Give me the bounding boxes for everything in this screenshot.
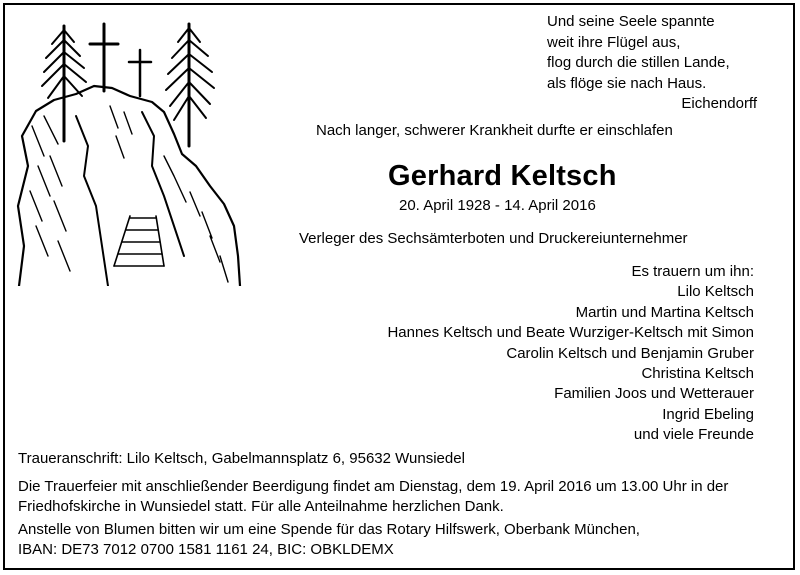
funeral-line: Die Trauerfeier mit anschließender Beerdigung findet am Dienstag, dem 19. April 2016 um 13.00 Uhr in der: [18, 478, 729, 495]
life-dates: 20. April 1928 - 14. April 2016: [399, 197, 596, 214]
mourner-name: Carolin Keltsch und Benjamin Gruber: [506, 344, 754, 362]
mourner-name: Familien Joos und Wetterauer: [554, 385, 754, 403]
deceased-name: Gerhard Keltsch: [388, 160, 617, 192]
donation-line: Anstelle von Blumen bitten wir um eine Spende für das Rotary Hilfswerk, Oberbank München,: [18, 521, 640, 538]
funeral-info: [18, 477, 788, 516]
mourner-name: Hannes Keltsch und Beate Wurziger-Keltsch mit Simon: [387, 324, 754, 342]
mourning-address: [18, 449, 788, 469]
funeral-line: Friedhofskirche in Wunsiedel statt. Für alle Anteilnahme herzlichen Dank.: [18, 497, 504, 515]
mourner-name: und viele Freunde: [633, 426, 754, 444]
mourner-name: Lilo Keltsch: [677, 283, 754, 301]
mourning-address-text: Traueranschrift: Lilo Keltsch, Gabelmannsplatz 6, 95632 Wunsiedel: [18, 450, 465, 467]
mourner-name: Christina Keltsch: [641, 365, 754, 383]
poem-line: weit ihre Flügel aus,: [547, 33, 681, 51]
intro-text: Nach langer, schwerer Krankheit durfte er einschlafen: [316, 122, 673, 139]
mourner-name: Martin und Martina Keltsch: [575, 303, 754, 321]
mourner-name: Ingrid Ebeling: [662, 405, 754, 423]
poem-line: Und seine Seele spannte: [547, 13, 715, 30]
poem-line: flog durch die stillen Lande,: [547, 54, 730, 71]
poem-line: als flöge sie nach Haus.: [547, 74, 707, 92]
rock-crosses-illustration: [14, 16, 242, 286]
poem-author: Eichendorff: [681, 95, 757, 112]
poem: [547, 12, 767, 115]
donation-info: [18, 520, 788, 559]
mourners-heading: Es trauern um ihn:: [631, 263, 754, 280]
mourners-list: [387, 262, 754, 446]
occupation: Verleger des Sechsämterboten und Druckereiunternehmer: [299, 230, 688, 247]
donation-line: IBAN: DE73 7012 0700 1581 1161 24, BIC: OBKLDEMX: [18, 540, 394, 558]
